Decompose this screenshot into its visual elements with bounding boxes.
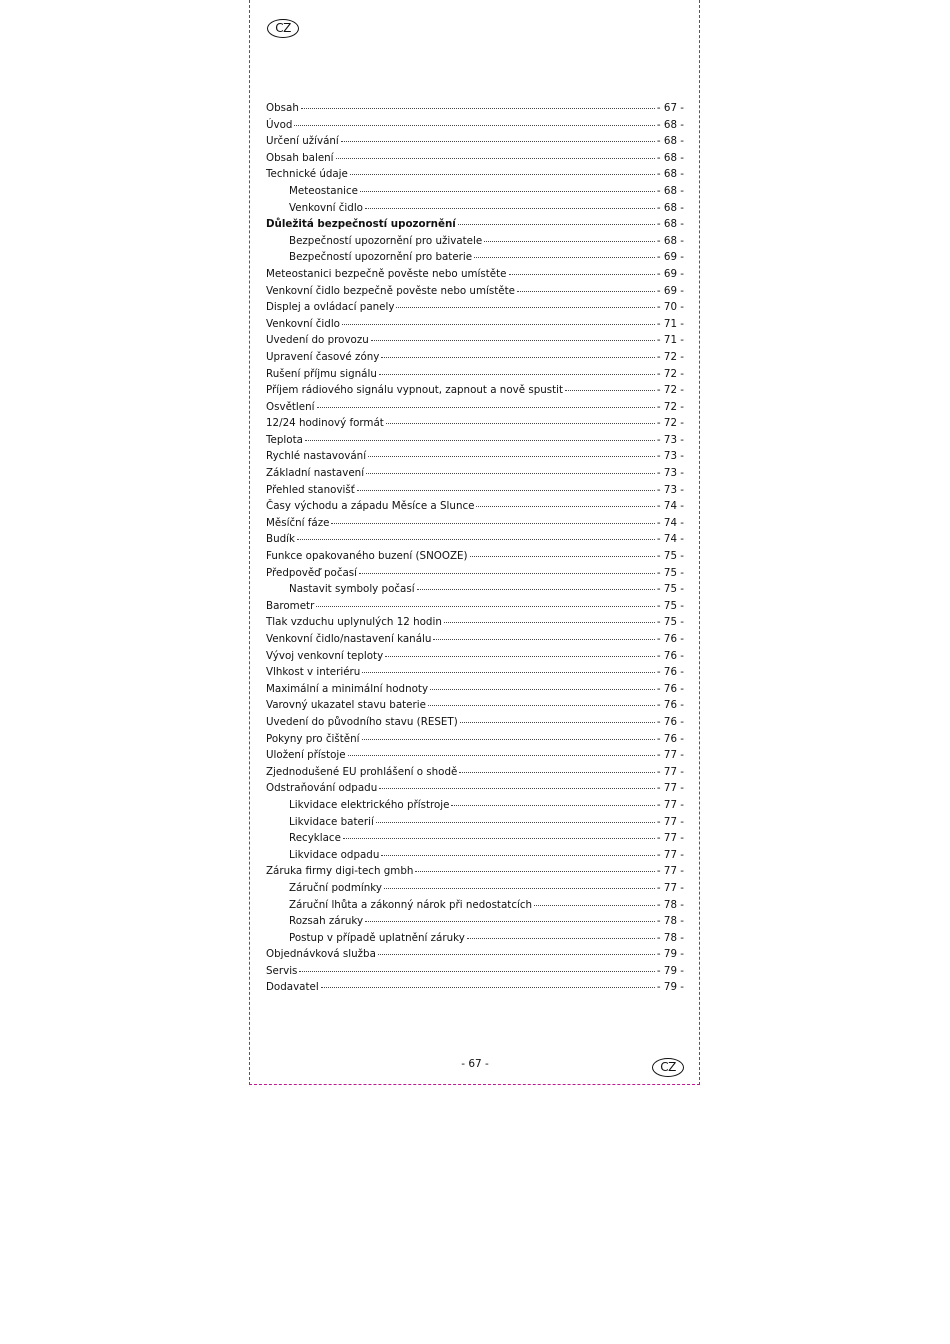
toc-entry-page: - 72 - [656, 367, 684, 380]
toc-entry[interactable] [266, 716, 684, 733]
toc-dot-leader [379, 788, 655, 789]
toc-entry-page: - 68 - [656, 135, 684, 148]
toc-dot-leader [321, 987, 655, 988]
toc-entry[interactable] [266, 749, 684, 766]
toc-entry[interactable] [266, 168, 684, 185]
toc-dot-leader [378, 954, 655, 955]
toc-dot-leader [415, 871, 655, 872]
toc-dot-leader [343, 838, 655, 839]
toc-entry-page: - 75 - [656, 550, 684, 563]
toc-entry[interactable] [266, 102, 684, 119]
toc-entry-title: Likvidace odpadu [289, 848, 380, 861]
toc-dot-leader [379, 374, 655, 375]
toc-entry[interactable] [266, 816, 684, 833]
toc-entry[interactable] [266, 948, 684, 965]
toc-entry[interactable] [266, 981, 684, 998]
toc-entry-title: Meteostanici bezpečně pověste nebo umístěte [266, 267, 507, 280]
toc-entry-title: Venkovní čidlo [289, 201, 363, 214]
toc-entry[interactable] [266, 650, 684, 667]
toc-entry-title: Rozsah záruky [289, 915, 364, 928]
toc-dot-leader [371, 340, 655, 341]
toc-entry-title: Důležitá bezpečností upozornění [266, 218, 456, 231]
toc-entry[interactable] [266, 733, 684, 750]
toc-entry-page: - 67 - [656, 102, 684, 114]
toc-entry[interactable] [266, 401, 684, 418]
toc-dot-leader [417, 589, 655, 590]
toc-entry-title: Nastavit symboly počasí [289, 583, 415, 596]
toc-dot-leader [317, 407, 655, 408]
toc-entry[interactable] [266, 915, 684, 932]
toc-entry-title: Zjednodušené EU prohlášení o shodě [266, 765, 458, 778]
toc-entry[interactable] [266, 185, 684, 202]
toc-dot-leader [386, 423, 655, 424]
toc-entry-title: Budík [266, 533, 295, 546]
toc-entry[interactable] [266, 766, 684, 783]
toc-dot-leader [365, 921, 655, 922]
toc-entry-page: - 68 - [656, 168, 684, 181]
toc-entry[interactable] [266, 467, 684, 484]
toc-entry[interactable] [266, 899, 684, 916]
toc-dot-leader [517, 291, 655, 292]
toc-entry-title: Meteostanice [289, 184, 358, 197]
toc-entry-page: - 75 - [656, 599, 684, 612]
toc-entry[interactable] [266, 368, 684, 385]
toc-entry-page: - 76 - [656, 682, 684, 695]
page-number: - 67 - [461, 1058, 489, 1070]
toc-dot-leader [362, 672, 655, 673]
toc-entry-title: Úvod [266, 118, 293, 131]
toc-entry-page: - 72 - [656, 350, 684, 363]
toc-entry-page: - 68 - [656, 118, 684, 131]
toc-entry-page: - 79 - [656, 964, 684, 977]
toc-entry-page: - 68 - [656, 218, 684, 231]
toc-entry-title: Časy východu a západu Měsíce a Slunce [266, 500, 475, 513]
toc-dot-leader [342, 324, 655, 325]
toc-entry[interactable] [266, 119, 684, 136]
toc-dot-leader [509, 274, 656, 275]
toc-entry-page: - 70 - [656, 301, 684, 314]
toc-entry[interactable] [266, 932, 684, 949]
toc-entry-page: - 74 - [656, 500, 684, 513]
toc-entry-title: Přehled stanovišť [266, 483, 355, 496]
toc-dot-leader [451, 805, 655, 806]
toc-dot-leader [396, 307, 655, 308]
toc-dot-leader [458, 224, 655, 225]
toc-entry-page: - 74 - [656, 533, 684, 546]
toc-entry-title: Venkovní čidlo bezpečně pověste nebo umístěte [266, 284, 515, 297]
toc-dot-leader [433, 639, 655, 640]
toc-entry-title: Venkovní čidlo/nastavení kanálu [266, 633, 432, 645]
toc-entry-title: Uvedení do provozu [266, 334, 369, 347]
toc-entry-page: - 78 - [656, 898, 684, 911]
toc-dot-leader [385, 656, 655, 657]
toc-entry-page: - 76 - [656, 699, 684, 712]
toc-entry-title: Rychlé nastavování [266, 450, 367, 463]
toc-dot-leader [366, 473, 655, 474]
toc-entry-page: - 68 - [656, 184, 684, 197]
toc-dot-leader [470, 556, 655, 557]
toc-dot-leader [305, 440, 655, 441]
toc-entry-page: - 69 - [656, 267, 684, 280]
toc-entry-page: - 76 - [656, 649, 684, 662]
toc-entry-page: - 79 - [656, 948, 684, 961]
toc-entry[interactable] [266, 865, 684, 882]
toc-dot-leader [301, 108, 655, 109]
toc-entry-title: Teplota [266, 433, 303, 446]
toc-entry-page: - 72 - [656, 400, 684, 413]
toc-entry[interactable] [266, 517, 684, 534]
toc-entry-page: - 77 - [656, 865, 684, 878]
toc-entry-page: - 73 - [656, 483, 684, 496]
toc-entry-page: - 77 - [656, 881, 684, 894]
toc-entry-title: Bezpečností upozornění pro baterie [289, 251, 473, 264]
toc-entry-page: - 76 - [656, 666, 684, 679]
toc-entry[interactable] [266, 633, 684, 650]
toc-entry-title: Tlak vzduchu uplynulých 12 hodin [266, 616, 442, 629]
toc-entry-page: - 77 - [656, 798, 684, 811]
toc-entry-page: - 75 - [656, 616, 684, 629]
toc-dot-leader [460, 722, 655, 723]
toc-entry-title: Záruka firmy digi-tech gmbh [266, 865, 414, 878]
toc-entry-page: - 73 - [656, 450, 684, 463]
toc-entry[interactable] [266, 484, 684, 501]
toc-entry-page: - 77 - [656, 765, 684, 778]
toc-entry-title: Měsíční fáze [266, 516, 330, 529]
toc-dot-leader [459, 772, 655, 773]
toc-dot-leader [331, 523, 655, 524]
toc-entry-title: Servis [266, 964, 298, 977]
toc-entry[interactable] [266, 384, 684, 401]
toc-entry-page: - 73 - [656, 467, 684, 480]
toc-entry-title: 12/24 hodinový formát [266, 417, 384, 430]
toc-dot-leader [297, 539, 655, 540]
toc-entry[interactable] [266, 152, 684, 169]
toc-entry-title: Předpověď počasí [266, 566, 358, 579]
toc-dot-leader [341, 141, 655, 142]
toc-entry-page: - 76 - [656, 715, 684, 728]
toc-entry-title: Uložení přístoje [266, 749, 346, 762]
toc-entry-title: Technické údaje [266, 168, 348, 181]
toc-entry[interactable] [266, 251, 684, 268]
toc-entry-page: - 77 - [656, 848, 684, 861]
toc-dot-leader [368, 456, 655, 457]
toc-entry-page: - 68 - [656, 151, 684, 164]
toc-entry-page: - 73 - [656, 433, 684, 446]
toc-dot-leader [384, 888, 655, 889]
toc-dot-leader [365, 208, 655, 209]
toc-entry-title: Záruční lhůta a zákonný nárok při nedostatcích [289, 898, 533, 911]
toc-dot-leader [444, 622, 655, 623]
toc-entry-title: Recyklace [289, 832, 341, 845]
toc-entry[interactable] [266, 202, 684, 219]
toc-entry-title: Vlhkost v interiéru [266, 666, 361, 679]
toc-dot-leader [362, 739, 656, 740]
toc-entry[interactable] [266, 832, 684, 849]
toc-dot-leader [294, 125, 655, 126]
toc-dot-leader [476, 506, 655, 507]
toc-entry[interactable] [266, 268, 684, 285]
toc-entry-title: Bezpečností upozornění pro uživatele [289, 234, 483, 247]
toc-entry-page: - 69 - [656, 251, 684, 264]
toc-entry[interactable] [266, 849, 684, 866]
toc-entry-page: - 79 - [656, 981, 684, 994]
toc-entry[interactable] [266, 799, 684, 816]
toc-entry-page: - 72 - [656, 384, 684, 397]
toc-entry-page: - 71 - [656, 317, 684, 330]
toc-entry[interactable] [266, 683, 684, 700]
toc-entry[interactable] [266, 135, 684, 152]
toc-dot-leader [299, 971, 655, 972]
toc-dot-leader [359, 573, 655, 574]
toc-entry[interactable] [266, 600, 684, 617]
toc-entry[interactable] [266, 301, 684, 318]
toc-entry-title: Objednávková služba [266, 948, 376, 961]
toc-entry-page: - 78 - [656, 915, 684, 928]
toc-entry-title: Funkce opakovaného buzení (SNOOZE) [266, 550, 468, 563]
toc-dot-leader [430, 689, 655, 690]
toc-entry[interactable] [266, 351, 684, 368]
toc-dot-leader [534, 905, 655, 906]
toc-entry[interactable] [266, 434, 684, 451]
toc-entry-page: - 77 - [656, 782, 684, 795]
toc-dot-leader [357, 490, 655, 491]
language-badge-bottom: CZ [652, 1058, 684, 1077]
toc-entry-title: Varovný ukazatel stavu baterie [266, 699, 426, 712]
toc-entry-page: - 68 - [656, 201, 684, 214]
toc-dot-leader [565, 390, 655, 391]
toc-entry-title: Pokyny pro čištění [266, 732, 360, 745]
toc-dot-leader [381, 357, 655, 358]
toc-dot-leader [350, 174, 655, 175]
toc-entry-title: Základní nastavení [266, 467, 365, 480]
toc-entry-page: - 72 - [656, 417, 684, 430]
toc-entry[interactable] [266, 616, 684, 633]
toc-entry-page: - 77 - [656, 749, 684, 762]
toc-entry[interactable] [266, 285, 684, 302]
toc-entry[interactable] [266, 218, 684, 235]
toc-entry-page: - 77 - [656, 832, 684, 845]
toc-dot-leader [381, 855, 655, 856]
toc-entry-title: Obsah [266, 102, 299, 114]
toc-entry-title: Vývoj venkovní teploty [266, 649, 384, 662]
toc-entry[interactable] [266, 782, 684, 799]
toc-entry-title: Záruční podmínky [289, 881, 382, 894]
toc-entry-title: Obsah balení [266, 151, 334, 164]
toc-dot-leader [316, 606, 655, 607]
toc-entry[interactable] [266, 500, 684, 517]
toc-entry-title: Rušení příjmu signálu [266, 367, 377, 380]
toc-entry[interactable] [266, 450, 684, 467]
toc-dot-leader [376, 822, 655, 823]
toc-entry[interactable] [266, 235, 684, 252]
toc-entry[interactable] [266, 965, 684, 982]
toc-dot-leader [360, 191, 655, 192]
toc-entry-title: Postup v případě uplatnění záruky [289, 931, 465, 944]
toc-dot-leader [336, 158, 655, 159]
toc-entry-title: Barometr [266, 599, 315, 612]
toc-entry-page: - 71 - [656, 334, 684, 347]
toc-dot-leader [428, 705, 655, 706]
toc-entry-title: Příjem rádiového signálu vypnout, zapnout a nově spustit [266, 384, 564, 397]
toc-entry[interactable] [266, 583, 684, 600]
toc-entry-page: - 78 - [656, 931, 684, 944]
toc-entry-title: Dodavatel [266, 981, 319, 994]
toc-dot-leader [484, 241, 655, 242]
toc-entry[interactable] [266, 550, 684, 567]
toc-entry-title: Osvětlení [266, 400, 315, 413]
toc-entry-title: Likvidace elektrického přístroje [289, 798, 450, 811]
toc-entry-page: - 74 - [656, 516, 684, 529]
toc-entry-title: Likvidace baterií [289, 815, 374, 828]
toc-entry[interactable] [266, 567, 684, 584]
toc-entry[interactable] [266, 882, 684, 899]
toc-entry[interactable] [266, 318, 684, 335]
toc-dot-leader [348, 755, 655, 756]
toc-entry[interactable] [266, 417, 684, 434]
toc-entry-title: Odstraňování odpadu [266, 782, 378, 795]
toc-entry-page: - 76 - [656, 633, 684, 645]
table-of-contents [266, 102, 684, 998]
toc-entry-title: Upravení časové zóny [266, 350, 380, 363]
toc-entry-page: - 77 - [656, 815, 684, 828]
toc-entry-title: Displej a ovládací panely [266, 301, 395, 314]
toc-entry-title: Uvedení do původního stavu (RESET) [266, 715, 458, 728]
toc-entry[interactable] [266, 666, 684, 683]
toc-entry[interactable] [266, 533, 684, 550]
toc-entry-title: Venkovní čidlo [266, 317, 340, 330]
toc-dot-leader [474, 257, 655, 258]
toc-entry-title: Určení užívání [266, 135, 339, 148]
toc-entry-page: - 75 - [656, 566, 684, 579]
toc-entry-page: - 76 - [656, 732, 684, 745]
language-badge-top: CZ [267, 19, 299, 38]
toc-dot-leader [467, 938, 655, 939]
toc-entry[interactable] [266, 699, 684, 716]
toc-entry-page: - 69 - [656, 284, 684, 297]
toc-entry-title: Maximální a minimální hodnoty [266, 682, 429, 695]
toc-entry-page: - 68 - [656, 234, 684, 247]
toc-entry-page: - 75 - [656, 583, 684, 596]
toc-entry[interactable] [266, 334, 684, 351]
